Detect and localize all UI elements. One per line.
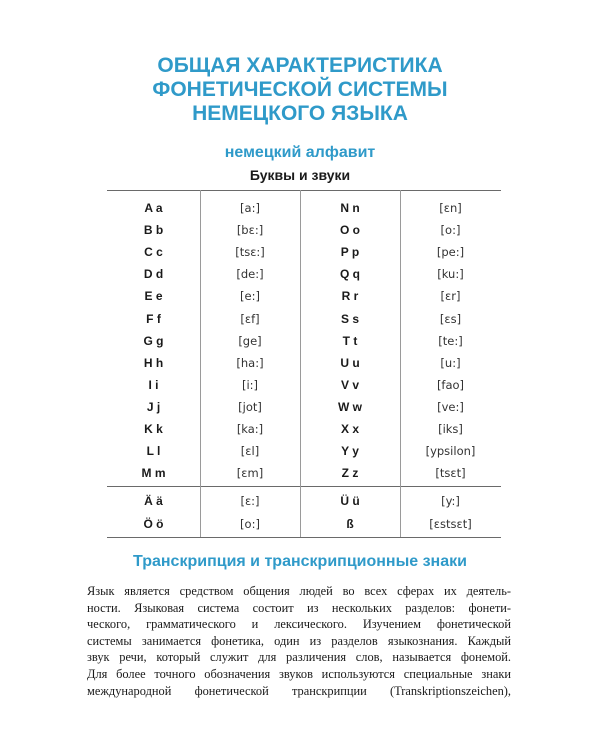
table-caption: Буквы и звуки [249,167,351,183]
table-umlaut-rule [107,486,501,487]
paragraph-line: международной фонетической транскрипции (Transkriptionszeichen), [87,683,511,698]
letter-cell: L l [146,444,161,459]
title-line: ОБЩАЯ ХАРАКТЕРИСТИКА [157,54,443,77]
letter-cell: V v [340,377,359,392]
sound-cell: [ha:] [236,355,264,370]
sound-cell: [i:] [241,377,259,392]
letter-cell: E e [144,289,163,304]
sound-cell: [tsɛt] [435,466,466,481]
letter-cell: Y y [341,444,359,459]
sound-cell: [ɛf] [240,311,260,326]
sound-cell: [ɛr] [440,289,461,304]
paragraph-line: системы занимается фонетика, один из разделов языкознания. Каждый [87,633,511,648]
title-line: ФОНЕТИЧЕСКОЙ СИСТЕМЫ [152,78,448,101]
sound-cell: [ku:] [437,267,464,282]
letter-cell: J j [146,399,161,414]
section-heading: Транскрипция и транскрипционные знаки [133,553,467,570]
sound-cell: [pe:] [436,245,465,260]
sound-cell: [ɛn] [439,201,462,215]
letter-cell: K k [144,422,163,436]
page-title [0,54,600,126]
sound-cell: [a:] [240,201,260,215]
sound-cell: [ge] [238,333,262,348]
sound-cell: [ɛs] [439,311,462,326]
sound-cell: [te:] [438,333,463,348]
sound-cell: [tsɛ:] [235,245,265,260]
sound-cell: [ɛm] [236,466,264,481]
letter-cell: Ä ä [144,494,163,508]
letter-cell: Ü ü [340,494,360,508]
letter-cell: O o [340,223,360,238]
sound-cell: [y:] [441,494,460,508]
letter-cell: P p [340,245,360,260]
letter-cell: F f [146,311,161,326]
sound-cell: [e:] [240,289,260,304]
paragraph-line: ности. Языковая система состоит из нескольких разделов: фонети- [87,600,511,615]
paragraph-line: ческого, грамматического и лексического. Изучением фонетической [87,617,511,632]
sound-cell: [ka:] [236,422,264,436]
title-line: НЕМЕЦКОГО ЯЗЫКА [192,102,408,125]
letter-cell: Q q [340,267,360,282]
sound-cell: [jot] [238,399,262,414]
intro-paragraph [87,583,511,699]
sound-cell: [iks] [438,422,463,436]
sound-cell: [o:] [440,223,461,238]
sound-cell: [de:] [236,267,264,282]
letter-cell: Ö ö [143,516,164,531]
sound-cell: [ypsilon] [425,444,476,459]
letter-cell: ß [346,516,354,531]
paragraph-line: Язык является средством общения людей во всех сферах их деятель- [87,584,511,598]
letter-cell: U u [340,355,360,370]
sound-cell: [bɛ:] [236,223,264,238]
letter-cell: G g [143,333,164,348]
letter-cell: S s [340,311,359,326]
letter-cell: R r [341,289,359,304]
letter-cell: I i [148,377,159,392]
sound-cell: [ɛstsɛt] [429,516,472,531]
letter-cell: H h [143,355,164,370]
table-top-rule [107,190,501,191]
paragraph-line: Для более точного обозначения звуков используются специальные знаки [87,666,511,681]
alphabet-subtitle: немецкий алфавит [224,144,376,161]
sound-cell: [fao] [436,377,465,392]
table-bottom-rule [107,537,501,538]
sound-cell: [ɛl] [240,444,260,459]
letter-cell: C c [144,245,163,260]
letter-cell: N n [340,201,360,215]
sound-cell: [ve:] [437,399,464,414]
paragraph-line: звук речи, который служит для различения слов, называется фонемой. [87,650,511,665]
letter-cell: X x [340,422,359,436]
letter-cell: W w [338,399,362,414]
letter-cell: M m [141,466,166,481]
letter-cell: B b [143,223,164,238]
sound-cell: [u:] [440,355,461,370]
sound-cell: [ɛ:] [240,494,260,508]
sound-cell: [o:] [240,516,260,531]
letter-cell: T t [342,333,358,348]
letter-cell: A a [144,201,163,215]
letter-cell: Z z [341,466,359,481]
letter-cell: D d [143,267,164,282]
